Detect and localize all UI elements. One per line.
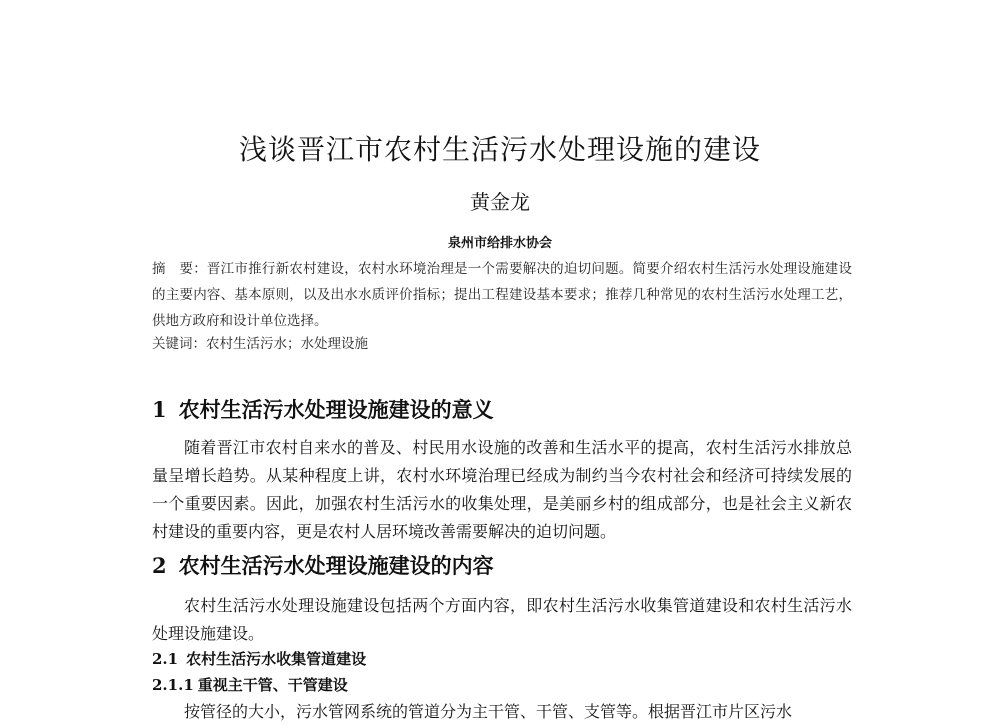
section-1-heading — [152, 396, 852, 424]
section-1-title: 农村生活污水处理设施建设的意义 — [178, 397, 494, 422]
section-2-1-number: 2.1 — [152, 650, 179, 668]
keywords-label: 关键词： — [152, 336, 206, 352]
section-2-title: 农村生活污水处理设施建设的内容 — [178, 553, 494, 578]
paper-author: 黄金龙 — [470, 190, 530, 214]
section-2-1-1-paragraph: 按管径的大小，污水管网系统的管道分为主干管、干管、支管等。根据晋江市片区污水 — [184, 702, 793, 721]
keywords-text: 农村生活污水；水处理设施 — [206, 336, 368, 352]
section-2-1-heading — [152, 648, 852, 670]
section-2-1-1-number: 2.1.1 — [152, 676, 194, 694]
abstract-text: 晋江市推行新农村建设，农村水环境治理是一个需要解决的迫切问题。简要介绍农村生活污水处理设施建设的主要内容、基本原则，以及出水水质评价指标；提出工程建设基本要求；推荐几种常见的农村生活污水处理工艺，供地方政府和设计单位选择。 — [152, 261, 853, 329]
section-2-number: 2 — [152, 553, 167, 578]
keywords — [152, 334, 852, 354]
section-2-heading — [152, 552, 852, 580]
section-1-paragraph: 随着晋江市农村自来水的普及、村民用水设施的改善和生活水平的提高，农村生活污水排放总量呈增长趋势。从某种程度上讲，农村水环境治理已经成为制约当今农村社会和经济可持续发展的一个重要因素。因此，加强农村生活污水的收集处理，是美丽乡村的组成部分，也是社会主义新农村建设的重要内容，更是农村人居环境改善需要解决的迫切问题。 — [152, 438, 852, 541]
abstract-label: 摘 要： — [152, 261, 207, 277]
abstract — [152, 256, 852, 334]
paper-affiliation: 泉州市给排水协会 — [447, 236, 552, 251]
paper-title: 浅谈晋江市农村生活污水处理设施的建设 — [238, 133, 761, 166]
section-2-paragraph: 农村生活污水处理设施建设包括两个方面内容，即农村生活污水收集管道建设和农村生活污水处理设施建设。 — [152, 596, 852, 643]
section-1-number: 1 — [152, 397, 167, 422]
section-2-1-title: 农村生活污水收集管道建设 — [186, 650, 367, 668]
section-2-1-1-title: 重视主干管、干管建设 — [197, 676, 348, 694]
section-2-1-1-heading — [152, 674, 852, 696]
